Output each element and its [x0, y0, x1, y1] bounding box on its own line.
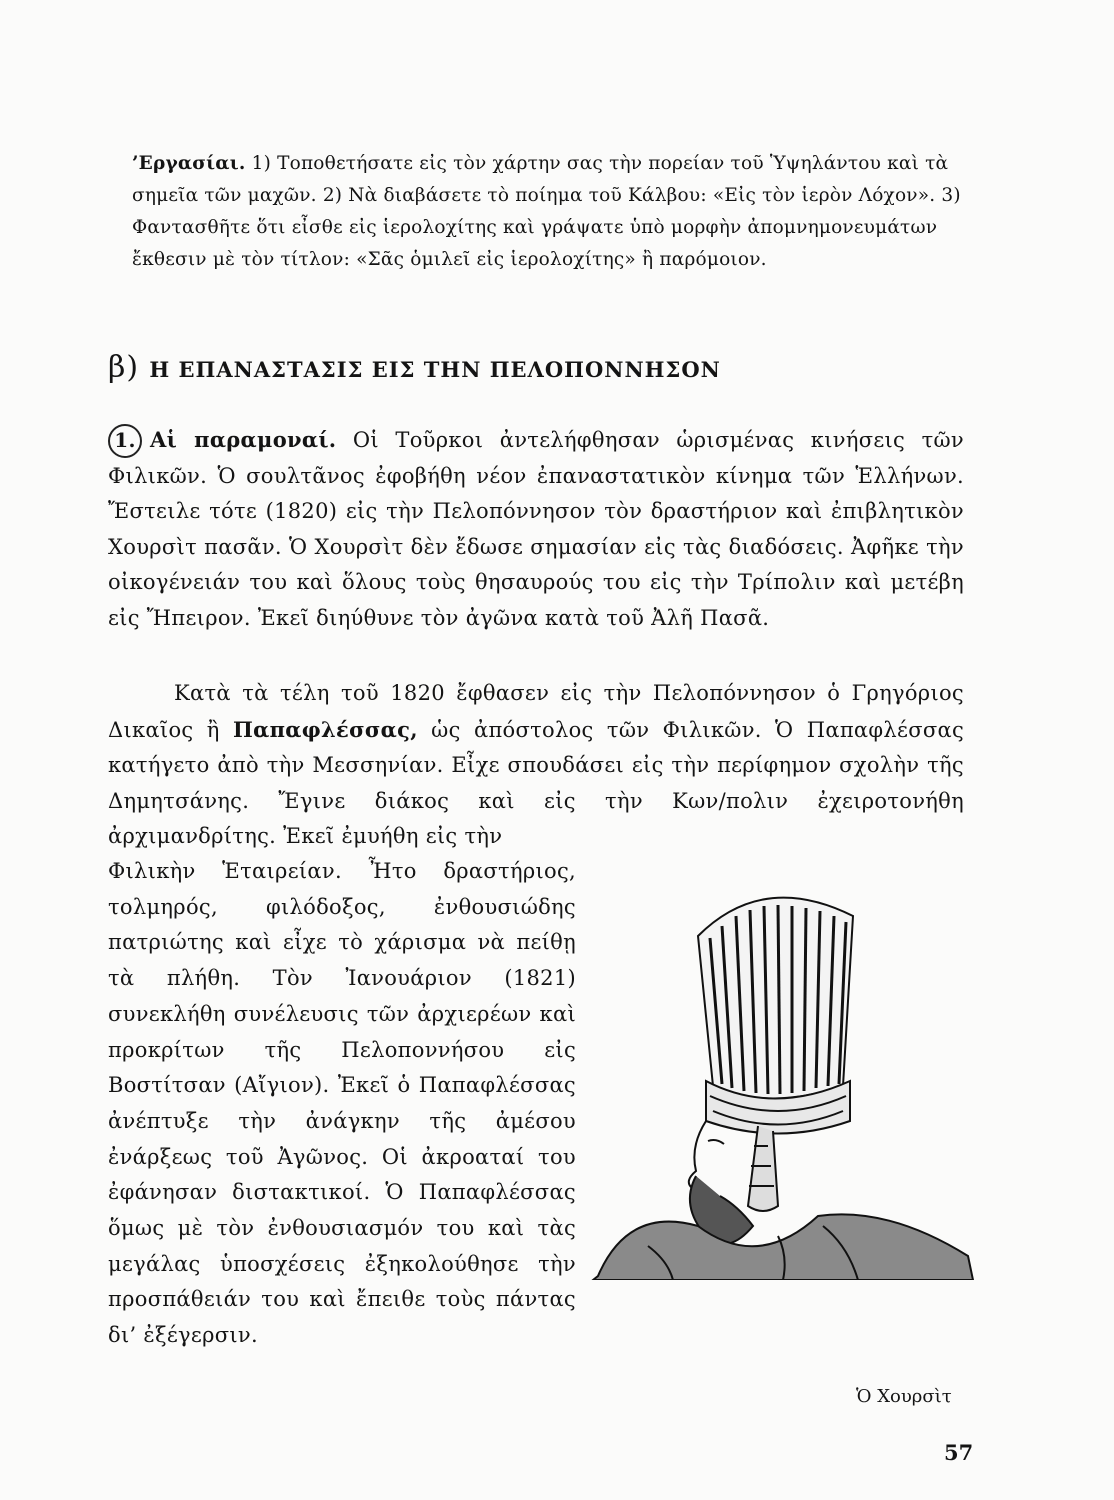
section-title-text: Η ΕΠΑΝΑΣΤΑΣΙΣ ΕΙΣ ΤΗΝ ΠΕΛΟΠΟΝΝΗΣΟΝ: [149, 357, 721, 382]
exercises-text: 1) Τοποθετήσατε εἰς τὸν χάρτην σας τὴν πορείαν τοῦ Ὑψηλάντου καὶ τὰ σημεῖα τῶν μαχῶν. 2) Νὰ διαβάσετε τὸ ποίημα τοῦ Κάλβου: «Εἰς τὸν ἱερὸν Λόχον». 3) Φαντασθῆτε ὅτι εἶσθε εἰς ἱερολοχίτης καὶ γράψατε ὑπὸ μορφὴν ἀπομνημονευμάτων ἔκθεσιν μὲ τὸν τίτλον: «Σᾶς ὁμιλεῖ εἰς ἱερολοχίτης» ἢ παρόμοιον.: [132, 153, 961, 270]
portrait-illustration: [588, 876, 976, 1280]
paragraph-number: 1.: [108, 424, 142, 458]
paragraph-1: [108, 422, 964, 636]
paragraph-heading: Αἱ παραμοναί.: [150, 427, 337, 452]
paragraph-2-text-after: ὡς ἀπόστολος τῶν Φιλικῶν. Ὁ Παπαφλέσσας κατήγετο ἀπὸ τὴν Μεσσηνίαν. Εἶχε σπουδάσει εἰς τὴν περίφημον σχολὴν τῆς Δημητσάνης. Ἔγινε διάκος καὶ εἰς τὴν Κων/πολιν ἐχειροτονήθη ἀρχιμανδρίτης. Ἐκεῖ ἐμυήθη εἰς τὴν: [108, 717, 965, 848]
paragraph-2-continued: Φιλικὴν Ἑταιρείαν. Ἦτο δραστήριος, τολμηρός, φιλόδοξος, ἐνθουσιώδης πατριώτης καὶ εἶχε τὸ χάρισμα νὰ πείθῃ τὰ πλήθη. Τὸν Ἰανουάριον (1821) συνεκλήθη συνέλευσις τῶν ἀρχιερέων καὶ προκρίτων τῆς Πελοποννήσου εἰς Βοστίτσαν (Αἴγιον). Ἐκεῖ ὁ Παπαφλέσσας ἀνέπτυξε τὴν ἀνάγκην τῆς ἀμέσου ἐνάρξεως τοῦ Ἀγῶνος. Οἱ ἀκροαταί του ἐφάνησαν διστακτικοί. Ὁ Παπαφλέσσας ὅμως μὲ τὸν ἐνθουσιασμόν του καὶ τὰς μεγάλας ὑποσχέσεις ἐξηκολούθησε τὴν προσπάθειάν του καὶ ἔπειθε τοὺς πάντας δι’ ἐξέγερσιν.: [108, 859, 576, 1348]
paragraph-1-text: Οἱ Τοῦρκοι ἀντελήφθησαν ὡρισμένας κινήσεις τῶν Φιλικῶν. Ὁ σουλτᾶνος ἐφοβήθη νέον ἐπαναστατικὸν κίνημα τῶν Ἑλλήνων. Ἔστειλε τότε (1820) εἰς τὴν Πελοπόννησον τὸν δραστήριον καὶ ἐπιβλητικὸν Χουρσὶτ πασᾶν. Ὁ Χουρσὶτ δὲν ἔδωσε σημασίαν εἰς τὰς διαδόσεις. Ἀφῆκε τὴν οἰκογένειάν του καὶ ὅλους τοὺς θησαυρούς του εἰς τὴν Τρίπολιν καὶ μετέβη εἰς Ἤπειρον. Ἐκεῖ διηύθυνε τὸν ἀγῶνα κατὰ τοῦ Ἀλῆ Πασᾶ.: [108, 428, 964, 630]
figure-caption: Ὁ Χουρσὶτ: [856, 1386, 952, 1407]
section-title: [108, 350, 721, 385]
bleed-through-text: [112, 102, 118, 126]
exercises-paragraph: [132, 148, 962, 276]
paragraph-2-text-before: Κατὰ τὰ τέλη τοῦ 1820 ἔφθασεν εἰς τὴν Πελοπόννησον ὁ Γρηγόριος Δικαῖος ἢ: [108, 681, 964, 742]
section-mark: β): [108, 350, 140, 385]
paragraph-2: [108, 676, 964, 855]
exercises-lead: ’Εργασίαι.: [132, 153, 246, 174]
page-number: 57: [944, 1440, 974, 1465]
papaflessas-name: Παπαφλέσσας,: [232, 716, 418, 742]
